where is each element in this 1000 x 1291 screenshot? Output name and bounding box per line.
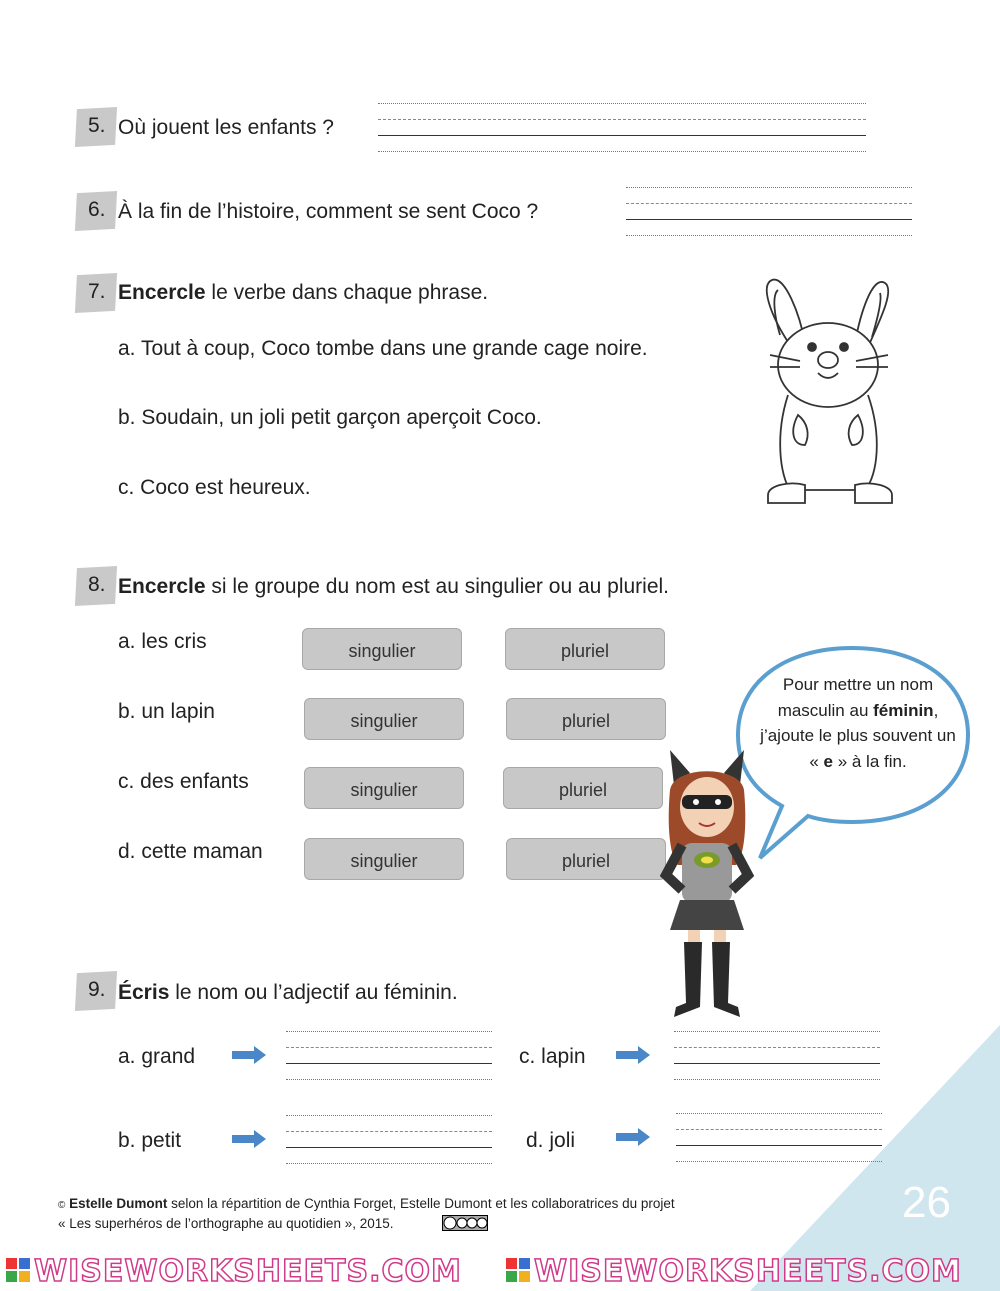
ws-logo-icon bbox=[506, 1258, 530, 1282]
instruction-verb: Écris bbox=[118, 981, 170, 1004]
word-c: c. lapin bbox=[519, 1045, 586, 1068]
rabbit-illustration bbox=[760, 275, 900, 510]
noun-group-c: c. des enfants bbox=[118, 770, 249, 793]
question-number-6: 6. bbox=[76, 192, 120, 230]
question-6-text: À la fin de l’histoire, comment se sent Coco ? bbox=[118, 200, 539, 223]
word-b: b. petit bbox=[118, 1129, 182, 1152]
plural-option-b[interactable]: pluriel bbox=[506, 698, 666, 740]
superhero-girl-illustration bbox=[652, 745, 762, 1025]
question-number-7: 7. bbox=[76, 274, 120, 312]
question-9-instruction: Écris le nom ou l’adjectif au féminin. bbox=[118, 981, 458, 1004]
creative-commons-badge-icon bbox=[442, 1215, 488, 1231]
singular-option-a[interactable]: singulier bbox=[302, 628, 462, 670]
answer-lines-d[interactable] bbox=[676, 1113, 882, 1165]
instruction-verb: Encercle bbox=[118, 281, 206, 304]
singular-option-d[interactable]: singulier bbox=[304, 838, 464, 880]
watermark-text: WISEWORKSHEETS.COM bbox=[534, 1254, 962, 1289]
singular-option-b[interactable]: singulier bbox=[304, 698, 464, 740]
question-7-instruction: Encercle le verbe dans chaque phrase. bbox=[118, 281, 489, 304]
question-number-8: 8. bbox=[76, 567, 120, 605]
sentence-a[interactable]: a. Tout à coup, Coco tombe dans une grande cage noire. bbox=[118, 337, 648, 360]
footer-credit-line2: « Les superhéros de l’orthographe au quotidien », 2015. bbox=[58, 1216, 394, 1231]
page-number: 26 bbox=[902, 1178, 951, 1227]
noun-group-d: d. cette maman bbox=[118, 840, 263, 863]
noun-group-a: a. les cris bbox=[118, 630, 207, 653]
question-5-text: Où jouent les enfants ? bbox=[118, 116, 334, 139]
question-number-5: 5. bbox=[76, 108, 120, 146]
question-number-9: 9. bbox=[76, 972, 120, 1010]
answer-lines-5[interactable] bbox=[378, 103, 866, 155]
arrow-icon bbox=[616, 1046, 650, 1064]
plural-option-a[interactable]: pluriel bbox=[505, 628, 665, 670]
answer-lines-a[interactable] bbox=[286, 1031, 492, 1083]
arrow-icon bbox=[232, 1130, 266, 1148]
bubble-text: Pour mettre un nom masculin au féminin, j’ajoute le plus souvent un « e » à la fin. bbox=[760, 675, 956, 771]
word-a: a. grand bbox=[118, 1045, 196, 1068]
answer-lines-c[interactable] bbox=[674, 1031, 880, 1083]
arrow-icon bbox=[616, 1128, 650, 1146]
watermark-text: WISEWORKSHEETS.COM bbox=[34, 1254, 462, 1289]
footer-credit-line1: © Estelle Dumont selon la répartition de Cynthia Forget, Estelle Dumont et les collaboratrices du projet bbox=[58, 1196, 675, 1211]
plural-option-d[interactable]: pluriel bbox=[506, 838, 666, 880]
sentence-b[interactable]: b. Soudain, un joli petit garçon aperçoit Coco. bbox=[118, 406, 542, 429]
ws-logo-icon bbox=[6, 1258, 30, 1282]
instruction-verb: Encercle bbox=[118, 575, 206, 598]
word-d: d. joli bbox=[526, 1129, 576, 1152]
singular-option-c[interactable]: singulier bbox=[304, 767, 464, 809]
answer-lines-b[interactable] bbox=[286, 1115, 492, 1167]
sentence-c[interactable]: c. Coco est heureux. bbox=[118, 476, 311, 499]
answer-lines-6[interactable] bbox=[626, 187, 912, 239]
noun-group-b: b. un lapin bbox=[118, 700, 215, 723]
question-8-instruction: Encercle si le groupe du nom est au singulier ou au pluriel. bbox=[118, 575, 670, 598]
plural-option-c[interactable]: pluriel bbox=[503, 767, 663, 809]
arrow-icon bbox=[232, 1046, 266, 1064]
